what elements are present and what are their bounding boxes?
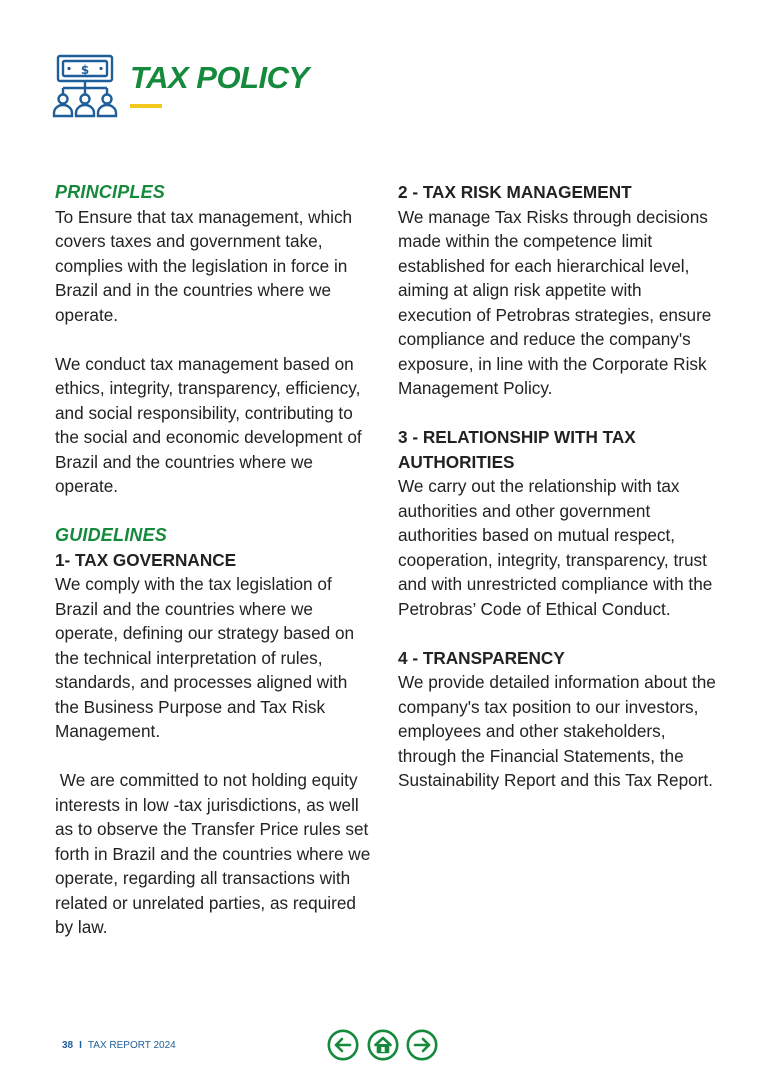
principles-heading: PRINCIPLES <box>55 182 166 202</box>
forward-button[interactable] <box>406 1029 438 1061</box>
principles-paragraph-1: To Ensure that tax management, which covers taxes and government take, complies with the legislation in force in Brazil and in the countries where we operate. <box>55 206 353 325</box>
tax-authorities-heading: 3 - RELATIONSHIP WITH TAX AUTHORITIES <box>398 427 636 472</box>
footer-separator: I <box>79 1040 82 1051</box>
footer <box>62 1040 176 1051</box>
tax-governance-heading: 1- TAX GOVERNANCE <box>55 549 237 570</box>
transparency-paragraph: We provide detailed information about the company's tax position to our investors, employees and other stakeholders, through the Financial Statements, the Sustainability Report and this Tax Report. <box>398 672 716 790</box>
report-label: TAX REPORT 2024 <box>87 1040 176 1051</box>
arrow-right-icon <box>415 1039 429 1051</box>
tax-governance-paragraph-1: We comply with the tax legislation of Brazil and the countries where we operate, defining our strategy based on the technical interpretation of rules, standards, and processes aligned with the Business Purpose and Tax Risk Management. <box>55 574 355 741</box>
title-underline <box>130 104 162 108</box>
page-title: TAX POLICY <box>130 60 309 95</box>
right-column <box>398 180 716 793</box>
svg-text:$: $ <box>80 63 90 77</box>
tax-authorities-paragraph: We carry out the relationship with tax authorities and other government authorities based on mutual respect, cooperation, integrity, transparency, trust and with unrestricted compliance with the Petrobras’ Code of Ethical Conduct. <box>398 476 713 619</box>
money-hierarchy-icon <box>52 54 118 118</box>
left-column <box>55 180 376 940</box>
tax-governance-paragraph-2: We are committed to not holding equity interests in low -tax jurisdictions, as well as to observe the Transfer Price rules set forth in Brazil and the countries where we operate, regarding all transactions with related or unrelated parties, as required by law. <box>55 770 376 937</box>
home-button[interactable] <box>367 1029 399 1061</box>
arrow-left-icon <box>336 1039 350 1051</box>
tax-risk-paragraph: We manage Tax Risks through decisions made within the competence limit established for each hierarchical level, aiming at align risk appetite with execution of Petrobras strategies, ensure compliance and reduce the company's exposure, in line with the Corporate Risk Management Policy. <box>398 206 712 398</box>
guidelines-heading: GUIDELINES <box>55 525 168 545</box>
page-number: 38 <box>62 1040 74 1051</box>
back-button[interactable] <box>327 1029 359 1061</box>
tax-risk-heading: 2 - TAX RISK MANAGEMENT <box>398 182 632 202</box>
transparency-heading: 4 - TRANSPARENCY <box>398 647 565 668</box>
principles-paragraph-2: We conduct tax management based on ethics, integrity, transparency, efficiency, and social responsibility, contributing to the social and economic development of Brazil and the countries where we operate. <box>55 353 362 496</box>
home-icon <box>376 1038 391 1052</box>
